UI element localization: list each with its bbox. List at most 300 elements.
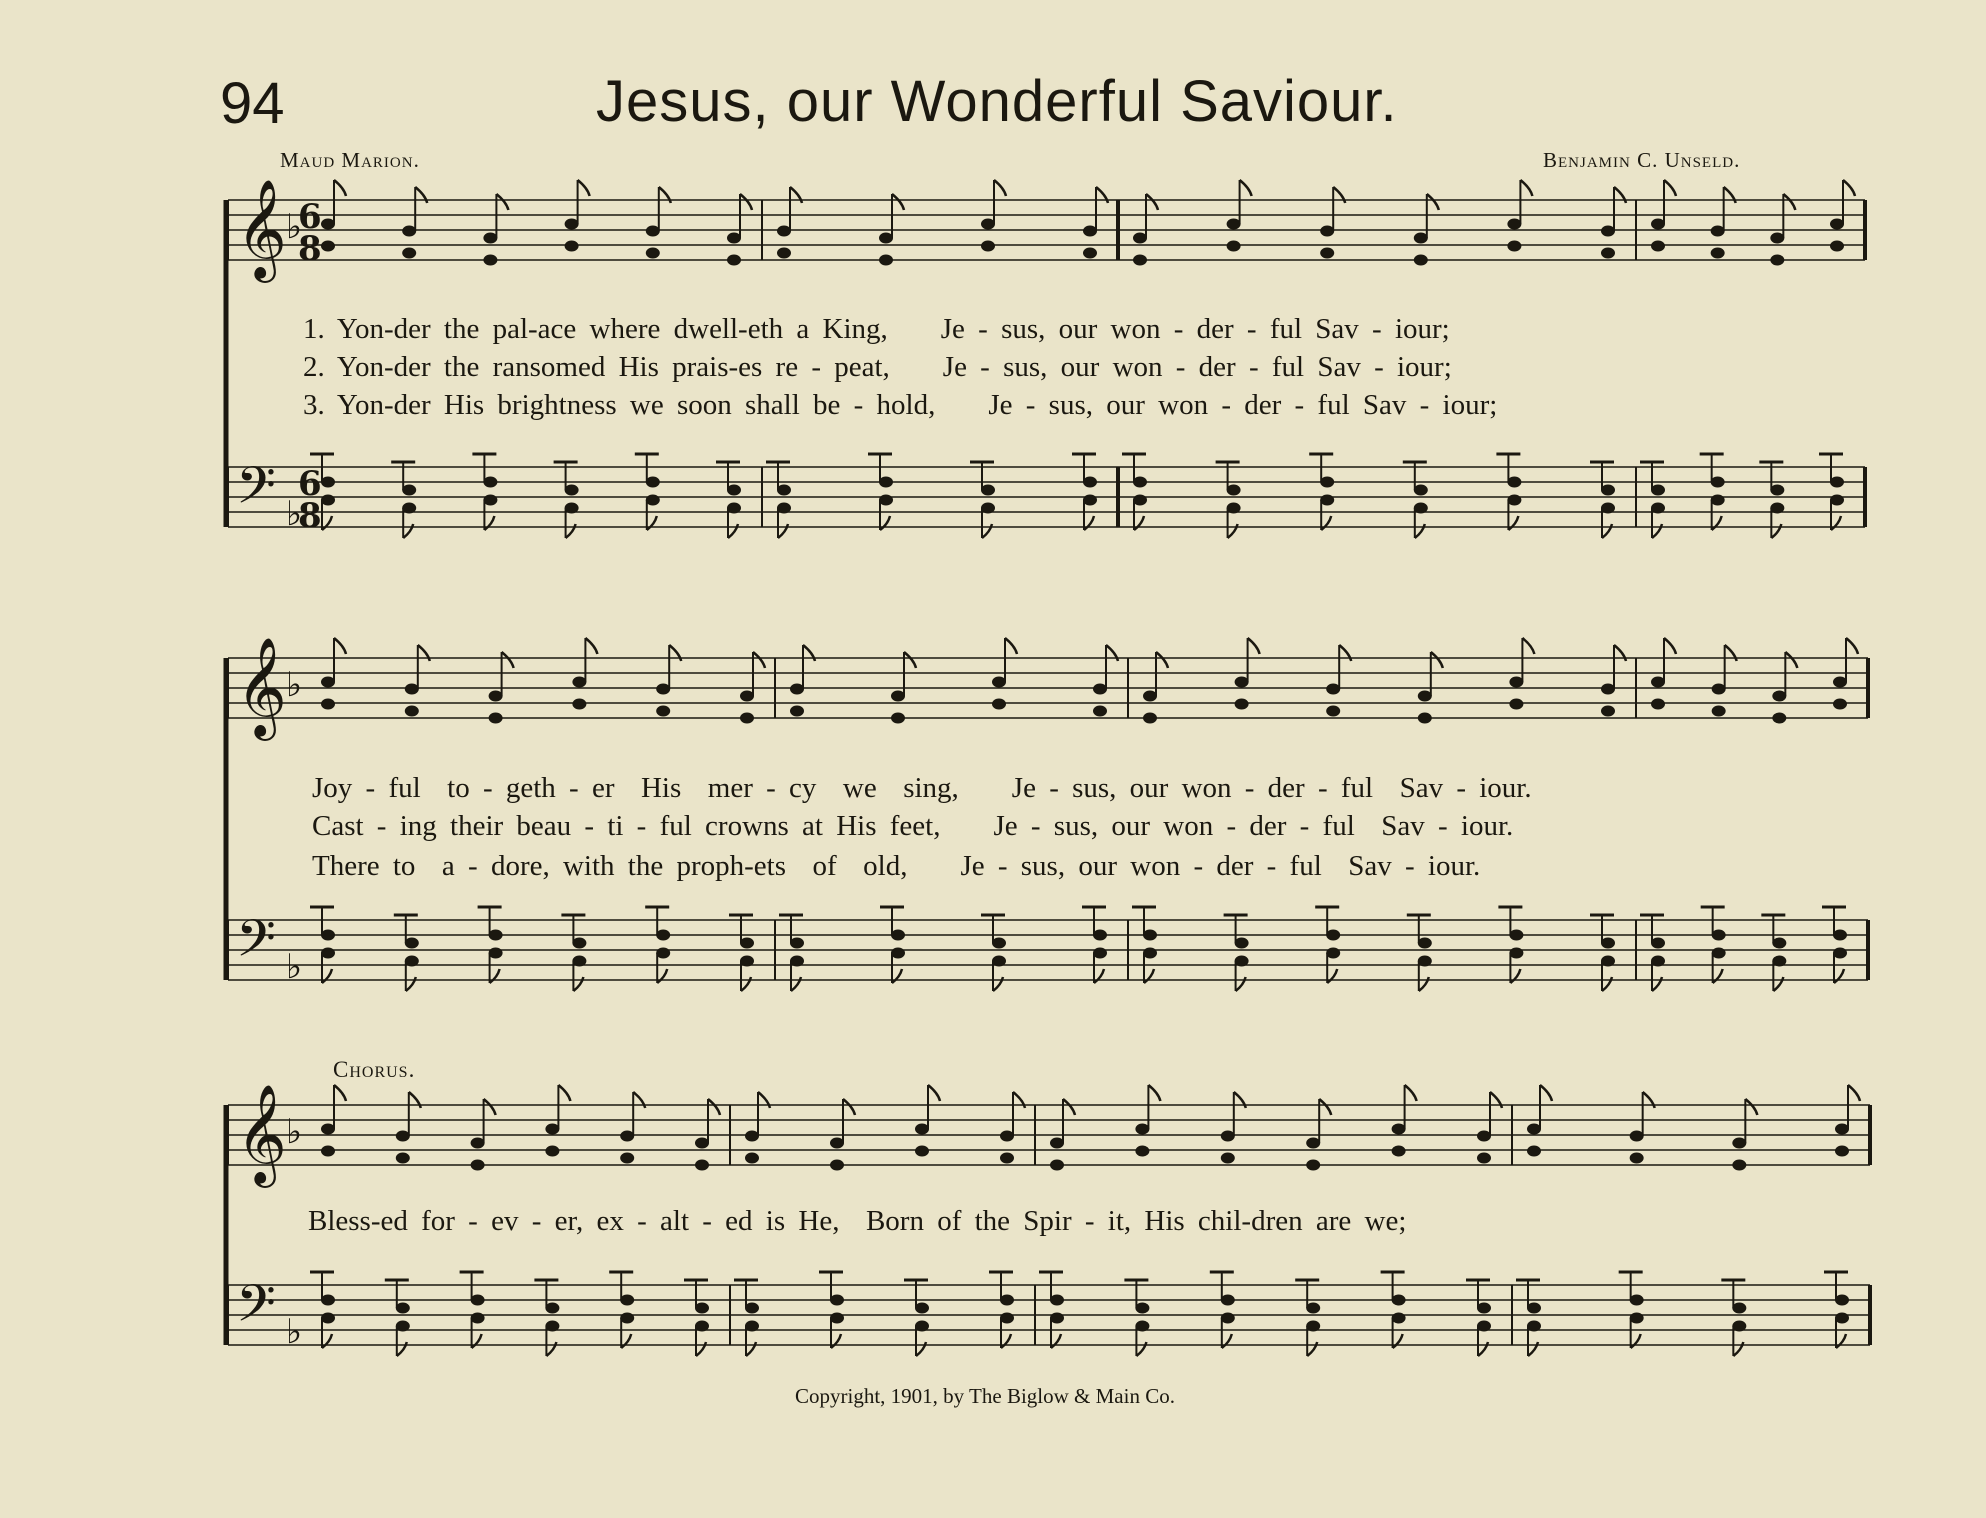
note-flag: [778, 524, 788, 538]
note-flag: [1843, 180, 1855, 196]
time-signature-top: 6: [298, 464, 322, 504]
note-flag: [1733, 1342, 1743, 1356]
notehead: [402, 485, 416, 496]
note-flag: [1771, 524, 1781, 538]
notehead: [1651, 956, 1665, 967]
notehead: [879, 495, 893, 506]
note-flag: [1094, 969, 1104, 983]
notehead: [992, 956, 1006, 967]
notehead: [1770, 485, 1784, 496]
notehead: [1083, 248, 1097, 259]
chorus-line-1: Bless-ed for - ev - er, ex - alt - ed is He, Born of the Spir - it, His chil-dren are we;: [308, 1205, 1407, 1237]
notehead: [992, 699, 1006, 710]
notehead: [396, 1303, 410, 1314]
notehead: [1221, 1295, 1235, 1306]
notehead: [1414, 233, 1428, 244]
notehead: [1507, 477, 1521, 488]
notehead: [1418, 938, 1432, 949]
note-flag: [1419, 977, 1429, 991]
notehead: [545, 1303, 559, 1314]
notehead: [830, 1160, 844, 1171]
notehead: [1833, 699, 1847, 710]
note-flag: [1084, 516, 1094, 530]
notehead: [1772, 713, 1786, 724]
notehead: [695, 1321, 709, 1332]
flat-sign: ♭: [286, 665, 303, 705]
notehead: [1000, 1295, 1014, 1306]
notehead: [1601, 226, 1615, 237]
notehead: [1651, 938, 1665, 949]
hymn-title: Jesus, our Wonderful Saviour.: [596, 69, 1398, 134]
notehead: [1830, 495, 1844, 506]
notehead: [405, 684, 419, 695]
notehead: [1712, 706, 1726, 717]
notehead: [1732, 1303, 1746, 1314]
notehead: [1000, 1131, 1014, 1142]
notehead: [1601, 684, 1615, 695]
notehead: [489, 948, 503, 959]
notehead: [572, 956, 586, 967]
notehead: [1527, 1303, 1541, 1314]
notehead: [727, 485, 741, 496]
bass-clef: 𝄢: [236, 455, 276, 528]
notehead: [1133, 477, 1147, 488]
notehead: [1651, 677, 1665, 688]
notehead: [1326, 930, 1340, 941]
notehead: [1835, 1295, 1849, 1306]
notehead: [321, 219, 335, 230]
note-flag: [406, 977, 416, 991]
notehead: [695, 1138, 709, 1149]
note-flag: [1773, 977, 1783, 991]
notehead: [1227, 219, 1241, 230]
note-flag: [1327, 969, 1337, 983]
notehead: [1732, 1138, 1746, 1149]
notehead: [1050, 1313, 1064, 1324]
notehead: [321, 930, 335, 941]
flat-sign: ♭: [286, 947, 303, 987]
notehead: [471, 1313, 485, 1324]
notehead: [790, 706, 804, 717]
notehead: [321, 1313, 335, 1324]
notehead: [565, 485, 579, 496]
notehead: [891, 948, 905, 959]
time-signature-bottom: 8: [298, 496, 322, 536]
note-flag: [1785, 652, 1797, 668]
notehead: [1135, 1303, 1149, 1314]
notehead: [1392, 1124, 1406, 1135]
notehead: [483, 477, 497, 488]
notehead: [1772, 691, 1786, 702]
notehead: [321, 948, 335, 959]
author-credit: Maud Marion.: [280, 148, 420, 172]
note-flag: [1540, 1085, 1552, 1101]
notehead: [1414, 503, 1428, 514]
notehead: [1306, 1160, 1320, 1171]
note-flag: [585, 638, 597, 654]
notehead: [1630, 1153, 1644, 1164]
notehead: [740, 713, 754, 724]
notehead: [1050, 1160, 1064, 1171]
notehead: [656, 948, 670, 959]
notehead: [1630, 1131, 1644, 1142]
note-flag: [740, 194, 752, 210]
notehead: [740, 956, 754, 967]
chorus-label: Chorus.: [333, 1057, 416, 1082]
note-flag: [578, 180, 590, 196]
note-flag: [1745, 1099, 1757, 1115]
notehead: [1651, 503, 1665, 514]
notehead: [1326, 948, 1340, 959]
notehead: [1135, 1146, 1149, 1157]
note-flag: [741, 977, 751, 991]
notehead: [1050, 1138, 1064, 1149]
notehead: [1083, 226, 1097, 237]
note-flag: [546, 1342, 556, 1356]
note-flag: [490, 969, 500, 983]
note-flag: [1528, 1342, 1538, 1356]
note-flag: [397, 1342, 407, 1356]
notehead: [1507, 495, 1521, 506]
notehead: [830, 1313, 844, 1324]
note-flag: [1240, 180, 1252, 196]
notehead: [1320, 495, 1334, 506]
note-flag: [993, 977, 1003, 991]
note-flag: [1148, 1085, 1160, 1101]
notehead: [1414, 485, 1428, 496]
notehead: [1732, 1321, 1746, 1332]
notehead: [1601, 248, 1615, 259]
note-flag: [696, 1342, 706, 1356]
notehead: [727, 255, 741, 266]
notehead: [646, 226, 660, 237]
notehead: [1221, 1313, 1235, 1324]
note-flag: [1134, 516, 1144, 530]
notehead: [321, 677, 335, 688]
note-flag: [1846, 638, 1858, 654]
note-flag: [982, 524, 992, 538]
note-flag: [1664, 180, 1676, 196]
notehead: [915, 1321, 929, 1332]
notehead: [1143, 691, 1157, 702]
notehead: [915, 1124, 929, 1135]
notehead: [1306, 1303, 1320, 1314]
notehead: [656, 684, 670, 695]
notehead: [1235, 677, 1249, 688]
notehead: [915, 1303, 929, 1314]
note-flag: [916, 1342, 926, 1356]
note-flag: [322, 1334, 332, 1348]
notehead: [646, 248, 660, 259]
notehead: [1093, 684, 1107, 695]
notehead: [1392, 1295, 1406, 1306]
note-flag: [558, 1085, 570, 1101]
notehead: [745, 1321, 759, 1332]
notehead: [1507, 241, 1521, 252]
notehead: [620, 1295, 634, 1306]
notehead: [1651, 241, 1665, 252]
notehead: [483, 233, 497, 244]
notehead: [1830, 477, 1844, 488]
notehead: [1306, 1321, 1320, 1332]
note-flag: [1228, 524, 1238, 538]
verse-line-1-3: 3. Yon-der His brightness we soon shall be - hold, Je - sus, our won - der - ful Sav - iour;: [303, 389, 1498, 421]
notehead: [1732, 1160, 1746, 1171]
note-flag: [472, 1334, 482, 1348]
copyright-notice: Copyright, 1901, by The Biglow & Main Co.: [795, 1384, 1175, 1408]
treble-clef: 𝄞: [236, 179, 287, 279]
note-flag: [1508, 516, 1518, 530]
notehead: [1507, 219, 1521, 230]
note-flag: [1321, 516, 1331, 530]
notehead: [545, 1321, 559, 1332]
notehead: [1227, 485, 1241, 496]
notehead: [471, 1160, 485, 1171]
note-flag: [892, 194, 904, 210]
notehead: [545, 1124, 559, 1135]
notehead: [489, 930, 503, 941]
notehead: [1133, 495, 1147, 506]
verse-line-2-2: Cast - ing their beau - ti - ful crowns at His feet, Je - sus, our won - der - ful Sav - iour.: [312, 810, 1514, 842]
notehead: [1601, 485, 1615, 496]
notehead: [695, 1303, 709, 1314]
notehead: [646, 477, 660, 488]
notehead: [1326, 706, 1340, 717]
notehead: [572, 677, 586, 688]
note-flag: [1136, 1342, 1146, 1356]
notehead: [1833, 948, 1847, 959]
note-flag: [334, 1085, 346, 1101]
treble-clef: 𝄞: [236, 637, 287, 737]
note-flag: [1051, 1334, 1061, 1348]
notehead: [565, 219, 579, 230]
notehead: [1135, 1124, 1149, 1135]
notehead: [1133, 233, 1147, 244]
notehead: [1601, 938, 1615, 949]
note-flag: [994, 180, 1006, 196]
notehead: [1711, 226, 1725, 237]
note-flag: [753, 652, 765, 668]
notehead: [1601, 706, 1615, 717]
note-flag: [322, 969, 332, 983]
note-flag: [1522, 638, 1534, 654]
note-flag: [647, 516, 657, 530]
verse-line-1-1: 1. Yon-der the pal-ace where dwell-eth a King, Je - sus, our won - der - ful Sav - iour;: [303, 313, 1450, 345]
notehead: [620, 1153, 634, 1164]
notehead: [777, 485, 791, 496]
note-flag: [1831, 516, 1841, 530]
notehead: [321, 699, 335, 710]
notehead: [1835, 1313, 1849, 1324]
note-flag: [484, 516, 494, 530]
note-flag: [1652, 977, 1662, 991]
note-flag: [403, 524, 413, 538]
notehead: [1093, 948, 1107, 959]
notehead: [1320, 477, 1334, 488]
note-flag: [322, 516, 332, 530]
notehead: [321, 477, 335, 488]
note-flag: [1393, 1334, 1403, 1348]
notehead: [471, 1295, 485, 1306]
notehead: [1083, 495, 1097, 506]
note-flag: [831, 1334, 841, 1348]
notehead: [321, 1124, 335, 1135]
notehead: [1630, 1313, 1644, 1324]
notehead: [1306, 1138, 1320, 1149]
notehead: [646, 495, 660, 506]
notehead: [545, 1146, 559, 1157]
notehead: [471, 1138, 485, 1149]
note-flag: [1848, 1085, 1860, 1101]
notehead: [489, 691, 503, 702]
notehead: [1830, 241, 1844, 252]
notehead: [1509, 948, 1523, 959]
notehead: [745, 1153, 759, 1164]
notehead: [620, 1131, 634, 1142]
notehead: [1712, 948, 1726, 959]
notehead: [1320, 226, 1334, 237]
note-flag: [566, 524, 576, 538]
notehead: [790, 938, 804, 949]
note-flag: [1236, 977, 1246, 991]
note-flag: [1146, 194, 1158, 210]
flat-sign: ♭: [286, 1112, 303, 1152]
notehead: [656, 706, 670, 717]
notehead: [1651, 219, 1665, 230]
note-flag: [1427, 194, 1439, 210]
notehead: [396, 1153, 410, 1164]
notehead: [1143, 948, 1157, 959]
note-flag: [1248, 638, 1260, 654]
notehead: [981, 503, 995, 514]
notehead: [777, 226, 791, 237]
note-flag: [621, 1334, 631, 1348]
notehead: [1770, 233, 1784, 244]
notehead: [891, 691, 905, 702]
flat-sign: ♭: [286, 494, 303, 534]
note-flag: [573, 977, 583, 991]
note-flag: [1783, 194, 1795, 210]
notehead: [402, 503, 416, 514]
notehead: [1835, 1146, 1849, 1157]
note-flag: [1652, 524, 1662, 538]
notehead: [790, 684, 804, 695]
notehead: [891, 713, 905, 724]
notehead: [1651, 699, 1665, 710]
notehead: [727, 233, 741, 244]
note-flag: [1405, 1085, 1417, 1101]
note-flag: [657, 969, 667, 983]
notehead: [695, 1160, 709, 1171]
notehead: [879, 233, 893, 244]
note-flag: [1631, 1334, 1641, 1348]
notehead: [830, 1138, 844, 1149]
time-signature-bottom: 8: [298, 229, 322, 269]
notehead: [790, 956, 804, 967]
note-flag: [843, 1099, 855, 1115]
notehead: [1418, 713, 1432, 724]
flat-sign: ♭: [286, 1312, 303, 1352]
notehead: [1833, 930, 1847, 941]
notehead: [1326, 684, 1340, 695]
notehead: [396, 1321, 410, 1332]
verse-line-1-2: 2. Yon-der the ransomed His prais-es re - peat, Je - sus, our won - der - ful Sav - iour;: [303, 351, 1452, 383]
notehead: [565, 241, 579, 252]
note-flag: [1834, 969, 1844, 983]
notehead: [1093, 706, 1107, 717]
notehead: [1221, 1131, 1235, 1142]
note-flag: [502, 652, 514, 668]
notehead: [1527, 1321, 1541, 1332]
notehead: [565, 503, 579, 514]
notehead: [1418, 691, 1432, 702]
note-flag: [728, 524, 738, 538]
note-flag: [496, 194, 508, 210]
treble-clef: 𝄞: [236, 1084, 287, 1184]
note-flag: [746, 1342, 756, 1356]
notehead: [891, 930, 905, 941]
note-flag: [1510, 969, 1520, 983]
note-flag: [1319, 1099, 1331, 1115]
notehead: [1418, 956, 1432, 967]
notehead: [396, 1131, 410, 1142]
notehead: [1392, 1146, 1406, 1157]
notehead: [1835, 1124, 1849, 1135]
notehead: [1477, 1131, 1491, 1142]
notehead: [402, 226, 416, 237]
notehead: [1770, 503, 1784, 514]
note-flag: [334, 638, 346, 654]
notehead: [1651, 485, 1665, 496]
notehead: [1477, 1303, 1491, 1314]
notehead: [879, 477, 893, 488]
notehead: [1143, 713, 1157, 724]
notehead: [572, 938, 586, 949]
notehead: [1509, 677, 1523, 688]
verse-line-2-3: There to a - dore, with the proph-ets of old, Je - sus, our won - der - ful Sav - iour.: [312, 850, 1481, 882]
notehead: [1712, 930, 1726, 941]
time-signature-top: 6: [298, 197, 322, 237]
note-flag: [484, 1099, 496, 1115]
note-flag: [880, 516, 890, 530]
note-flag: [1836, 1334, 1846, 1348]
note-flag: [1713, 969, 1723, 983]
note-flag: [904, 652, 916, 668]
notehead: [1712, 684, 1726, 695]
note-flag: [1222, 1334, 1232, 1348]
notehead: [727, 503, 741, 514]
notehead: [981, 241, 995, 252]
notehead: [1630, 1295, 1644, 1306]
notehead: [620, 1313, 634, 1324]
note-flag: [334, 180, 346, 196]
notehead: [572, 699, 586, 710]
notehead: [321, 1146, 335, 1157]
notehead: [1830, 219, 1844, 230]
notehead: [1235, 956, 1249, 967]
bass-clef: 𝄢: [236, 1273, 276, 1346]
notehead: [830, 1295, 844, 1306]
notehead: [405, 938, 419, 949]
notehead: [1527, 1124, 1541, 1135]
note-flag: [1602, 524, 1612, 538]
notehead: [1235, 938, 1249, 949]
note-flag: [708, 1099, 720, 1115]
note-flag: [1478, 1342, 1488, 1356]
notehead: [1227, 241, 1241, 252]
notehead: [1392, 1313, 1406, 1324]
note-flag: [1712, 516, 1722, 530]
